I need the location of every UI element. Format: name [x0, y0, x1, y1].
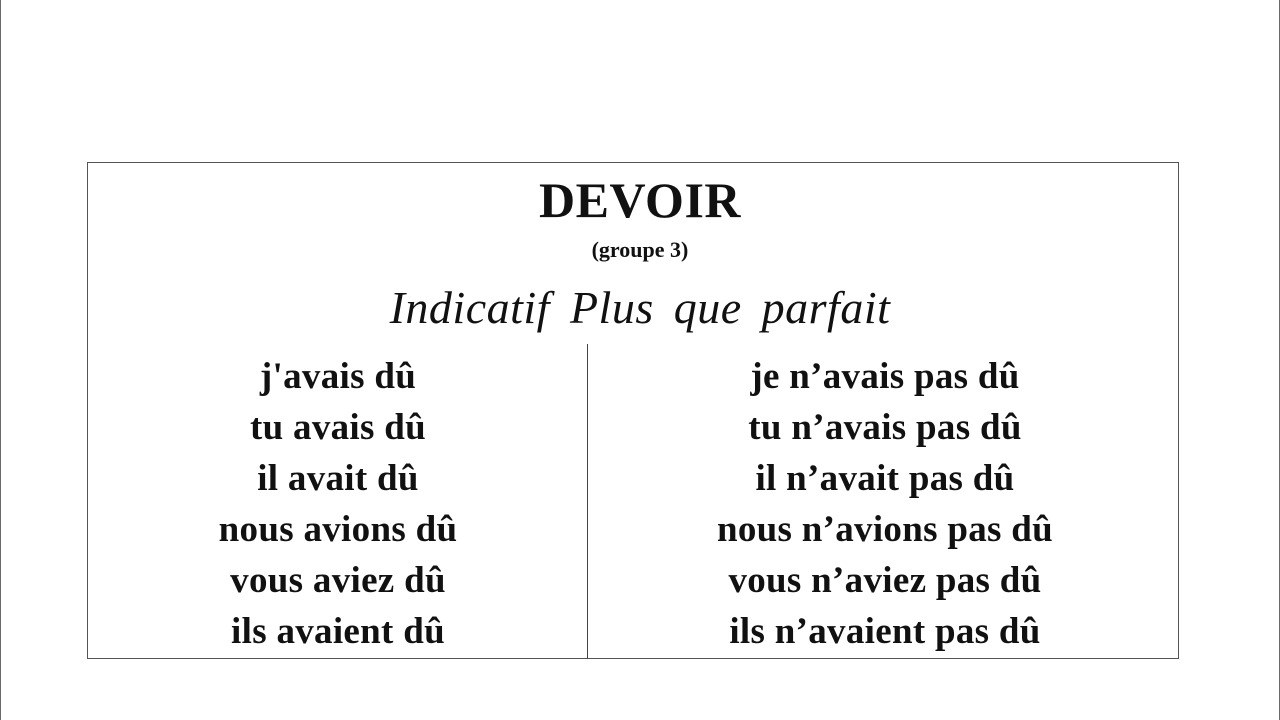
- affirmative-form: il avait dû: [257, 458, 419, 499]
- negative-column: [620, 351, 1150, 657]
- affirmative-form: tu avais dû: [249, 407, 427, 448]
- tense-heading: Indicatif Plus que parfait: [389, 282, 891, 333]
- negative-form: il n’avait pas dû: [755, 458, 1015, 499]
- affirmative-column: [120, 351, 556, 657]
- verb-title: DEVOIR: [538, 172, 742, 228]
- affirmative-form: ils avaient dû: [231, 611, 445, 652]
- slide-left-border: [0, 0, 1, 720]
- negative-form: vous n’aviez pas dû: [728, 560, 1042, 601]
- affirmative-form: nous avions dû: [218, 509, 458, 550]
- negative-form: ils n’avaient pas dû: [729, 611, 1041, 652]
- verb-group: (groupe 3): [591, 237, 689, 262]
- column-divider: [587, 344, 588, 659]
- negative-form: nous n’avions pas dû: [716, 509, 1054, 550]
- affirmative-form: vous aviez dû: [230, 560, 446, 601]
- negative-form: je n’avais pas dû: [750, 356, 1020, 397]
- affirmative-form: j'avais dû: [259, 356, 417, 397]
- negative-form: tu n’avais pas dû: [748, 407, 1022, 448]
